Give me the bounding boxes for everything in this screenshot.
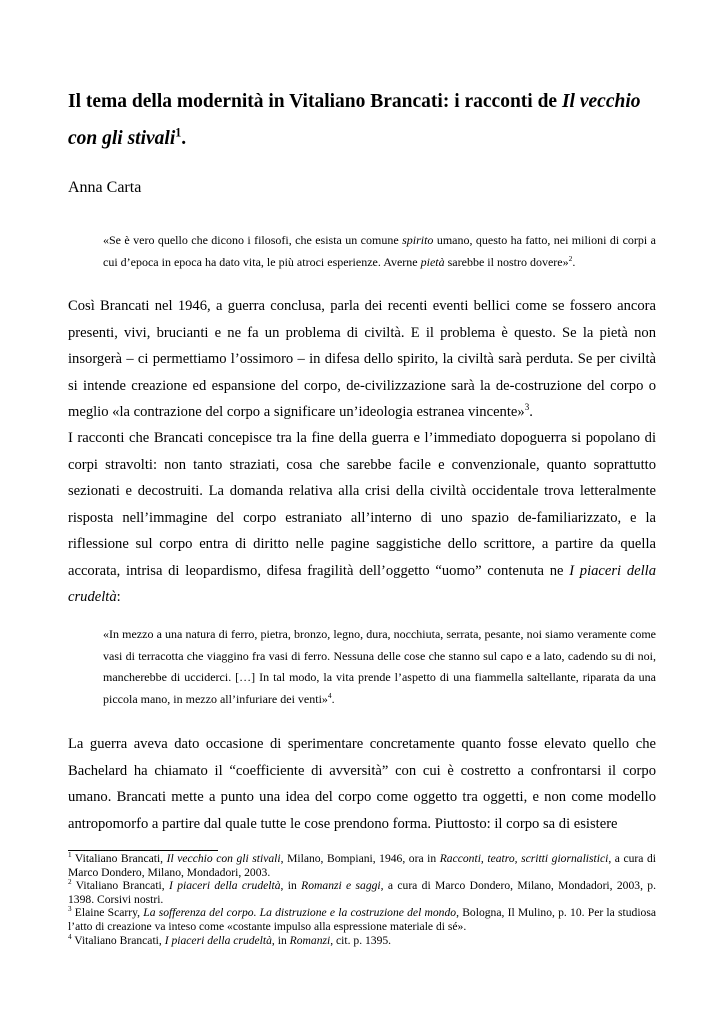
footnote-italic: I piaceri della crudeltà xyxy=(164,933,272,947)
footnote-italic: La sofferenza del corpo. La distruzione e la costruzione del mondo xyxy=(143,906,457,920)
footnote-italic: Romanzi e saggi, xyxy=(301,879,384,893)
footnote-text: Elaine Scarry, xyxy=(71,906,144,920)
paragraph-3-text: La guerra aveva dato occasione di sperimentare concretamente quanto fosse elevato quello che Bachelard ha chiamato il “coefficiente di avversità” con cui è costretto a confrontarsi il corpo umano. Brancati mette a punto una idea del corpo come oggetto tra oggetti, e non come modello antropomorfo a partire dal quale tutte le cose prendono forma. Piuttosto: il corpo sa di esistere xyxy=(68,736,656,832)
footnote-ref-2[interactable]: 2 xyxy=(568,253,573,263)
footnote-1 xyxy=(68,852,656,879)
title-end: . xyxy=(181,128,187,149)
paragraph-2-end: : xyxy=(116,589,121,605)
footnote-text: , cit. p. 1395. xyxy=(330,933,392,947)
footnote-ref-4[interactable]: 4 xyxy=(327,690,332,700)
paragraph-1-end: . xyxy=(529,404,533,420)
body-paragraph-1 xyxy=(68,293,656,426)
block-quote xyxy=(103,624,656,710)
epigraph-text-3: sarebbe il nostro dovere» xyxy=(444,254,569,269)
epigraph-italic-1: spirito xyxy=(402,233,434,247)
footnote-text: , in xyxy=(271,933,290,947)
article-title xyxy=(68,83,656,157)
epigraph-quote xyxy=(103,230,656,273)
footnote-text: , in xyxy=(280,879,302,893)
footnote-separator xyxy=(68,850,218,851)
footnote-text: Vitaliano Brancati, xyxy=(71,852,167,865)
footnote-italic: Il vecchio con gli stivali xyxy=(166,852,281,865)
body-paragraph-2 xyxy=(68,425,656,611)
title-text: Il tema della modernità in Vitaliano Brancati: i racconti de xyxy=(68,91,562,112)
footnote-number: 1 xyxy=(68,851,72,860)
footnote-italic: Racconti, teatro, scritti giornalistici xyxy=(439,852,609,865)
footnotes xyxy=(68,852,656,947)
epigraph-text-2: umano, questo ha fatto, nei milioni di corpi a cui d’epoca in epoca ha dato vita, le più atroci esperienze. Averne xyxy=(103,233,656,269)
epigraph-italic-2: pietà xyxy=(420,254,445,269)
footnote-number: 2 xyxy=(68,878,72,887)
footnote-3 xyxy=(68,906,656,933)
footnote-italic: I piaceri della crudeltà xyxy=(169,879,281,893)
footnote-ref-3[interactable]: 3 xyxy=(524,402,530,413)
author-name: Anna Carta xyxy=(68,179,142,196)
footnote-number: 4 xyxy=(68,932,72,941)
block-quote-text: «In mezzo a una natura di ferro, pietra, bronzo, legno, dura, nocchiuta, serrata, pesante, noi siamo veramente come vasi di terracotta che viaggino fra vasi di ferro. Nessuna delle cose che stanno sul capo e a lato, cadendo su di noi, mancherebbe di ucciderci. […] In tal modo, la vita prende l’aspetto di una fiammella saltellante, riparata da una piccola mano, in mezzo all’infuriare dei venti» xyxy=(103,627,656,706)
footnote-text: , Bologna, Il Mulino, p. 10. Per la studiosa l’atto di creazione va inteso come «costante impulso alla espressione materiale di sé». xyxy=(68,906,656,933)
footnote-text: , a cura di Marco Dondero, Milano, Mondadori, 2003. xyxy=(68,852,657,879)
footnote-text: Vitaliano Brancati, xyxy=(71,879,170,893)
paragraph-2-italic: I piaceri della crudeltà xyxy=(68,562,656,605)
footnote-4 xyxy=(68,934,656,948)
footnote-italic: Romanzi xyxy=(289,933,331,947)
block-quote-end: . xyxy=(331,691,335,706)
footnote-text: , Milano, Bompiani, 1946, ora in xyxy=(280,852,440,865)
paragraph-2-text: I racconti che Brancati concepisce tra la fine della guerra e l’immediato dopoguerra si popolano di corpi stravolti: non tanto straziati, cosa che sarebbe facile e convenzionale, quanto soprattutto sezionati e decostruiti. La domanda relativa alla crisi della civiltà occidentale trova letteralmente risposta nell’immagine del corpo estraniato all’interno di uno spazio de-familiarizzato, e la riflessione sul corpo entra di diritto nelle pagine saggistiche dello scrittore, a partire da quella accorata, intrisa di leopardismo, difesa fragilità dell’oggetto “uomo” contenuta ne xyxy=(68,430,656,579)
footnote-2 xyxy=(68,879,656,906)
paragraph-1-text: Così Brancati nel 1946, a guerra conclusa, parla dei recenti eventi bellici come se fossero ancora presenti, vivi, brucianti e ne fa un problema di civiltà. E il problema è questo. Se la pietà non insorgerà – ci permettiamo l’ossimoro – in difesa dello spirito, la civiltà sarà perduta. Se per civiltà si intende creazione ed espansione del corpo, de-civilizzazione sarà la de-costruzione del corpo o meglio «la contrazione del corpo a significare un’ideologia estranea vincente» xyxy=(68,298,656,420)
footnote-text: a cura di Marco Dondero, Milano, Mondadori, 2003, p. 1398. Corsivi nostri. xyxy=(68,879,657,906)
footnote-number: 3 xyxy=(68,905,72,914)
body-paragraph-3 xyxy=(68,731,656,837)
footnote-text: Vitaliano Brancati, xyxy=(71,933,165,947)
footnote-ref-1[interactable]: 1 xyxy=(175,125,182,140)
epigraph-end: . xyxy=(572,254,576,269)
title-italic-text: Il vecchio con gli stivali xyxy=(68,91,641,149)
epigraph-text-1: «Se è vero quello che dicono i filosofi, che esista un comune xyxy=(103,233,403,247)
